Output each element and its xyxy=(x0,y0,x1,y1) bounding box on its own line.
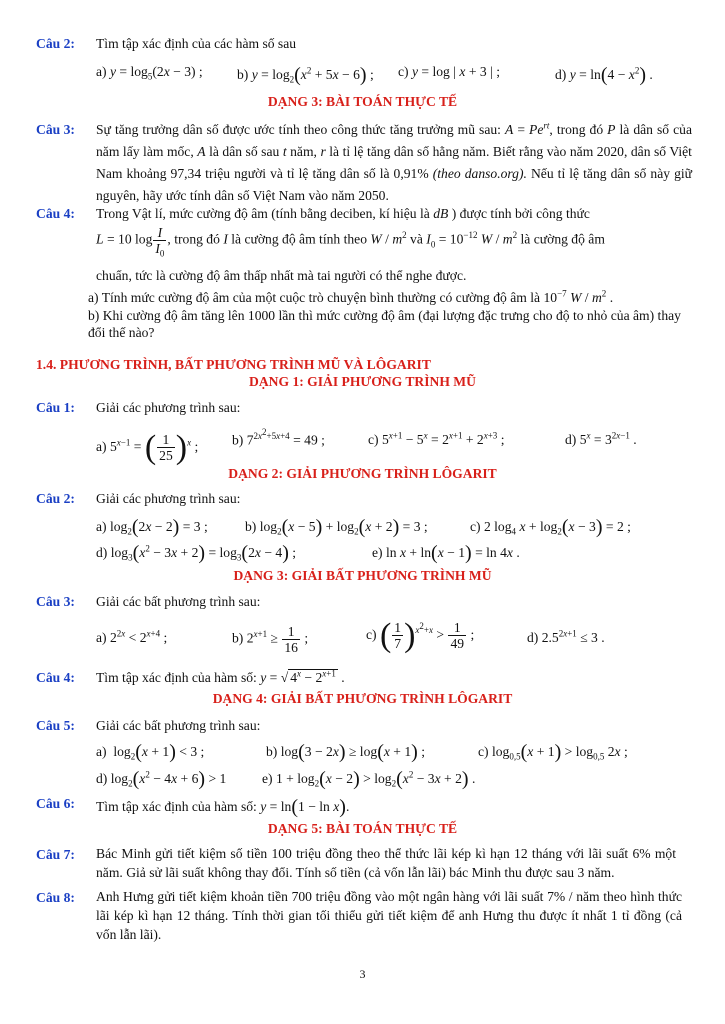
section-title: 1.4. PHƯƠNG TRÌNH, BẤT PHƯƠNG TRÌNH MŨ VÀ LÔGARIT xyxy=(36,357,431,372)
formula-row: b) $\log_2(x - 5) + \log_2(x + 2) = 3$ ; xyxy=(245,516,428,538)
question-label: Câu 2: xyxy=(36,36,75,51)
formula-row: c) y = log | x + 3 | ; xyxy=(398,64,500,79)
question-text: Tìm tập xác định của hàm số: y = ln(1 − ln x). xyxy=(96,796,350,818)
question-text: Trong Vật lí, mức cường độ âm (tính bằng deciben, kí hiệu là dB ) được tính bởi công thức xyxy=(96,206,590,221)
question-label: Câu 3: xyxy=(36,122,75,137)
question-label: Câu 5: xyxy=(36,718,75,733)
formula-row: a) $\log_2(2x - 2) = 3$ ; xyxy=(96,516,208,538)
question-text: Anh Hưng gửi tiết kiệm khoản tiền 700 triệu đồng vào một ngân hàng với lãi suất 7% / năm theo hình thức lãi kép kì hạn 12 tháng. Tính thời gian tối thiểu gửi tiết kiệm để anh Hưng thu được ít nhất 1 tỉ đồng (cả vốn lẫn lãi). xyxy=(96,889,683,942)
question-label: Câu 4: xyxy=(36,206,75,221)
question-label: Câu 1: xyxy=(36,400,75,415)
section-heading: DẠNG 1: GIẢI PHƯƠNG TRÌNH MŨ xyxy=(249,374,476,389)
question-text: Tìm tập xác định của hàm số: y = √ $4^x - 2^{x+1}$ . xyxy=(96,668,345,685)
formula-row: c) $\log_{0,5}(x + 1) > \log_{0,5} 2x$ ; xyxy=(478,741,628,763)
formula-row: d) $\log_3(x^2 - 3x + 2) = \log_3(2x - 4)$ ; xyxy=(96,542,297,564)
formula-row: c) $5^{x+1} - 5^x = 2^{x+1} + 2^{x+3}$ ; xyxy=(368,430,505,447)
question-text: Tìm tập xác định của các hàm số sau xyxy=(96,36,297,51)
question-label: Câu 2: xyxy=(36,491,75,506)
formula-row: d) $5^x = 3^{2x-1}$ . xyxy=(565,430,637,447)
formula-row: a) $y = \log_5(2x - 3)$ ; xyxy=(96,64,203,82)
formula-row: e) ln x + ln(x − 1) = ln 4x . xyxy=(372,542,520,564)
formula-row: a) $2^{2x} < 2^{x+4}$ ; xyxy=(96,628,168,645)
question-text: Giải các phương trình sau: xyxy=(96,400,241,415)
question-label: Câu 8: xyxy=(36,890,75,905)
formula-row: b) $7^{2x^2+5x+4} = 49$ ; xyxy=(232,427,325,448)
question-text: Giải các phương trình sau: xyxy=(96,491,241,506)
formula-row: d) $\log_2(x^2 - 4x + 6) > 1$ xyxy=(96,768,227,790)
question-text: Giải các bất phương trình sau: xyxy=(96,594,261,609)
formula-row: a) $\log_2(x + 1) < 3$ ; xyxy=(96,741,205,763)
section-heading: DẠNG 2: GIẢI PHƯƠNG TRÌNH LÔGARIT xyxy=(228,466,497,481)
formula-row: b) log(3 − 2x) ≥ log(x + 1) ; xyxy=(266,741,426,763)
question-text: chuẩn, tức là cường độ âm thấp nhất mà tai người có thể nghe được. xyxy=(96,268,467,283)
section-heading: DẠNG 4: GIẢI BẤT PHƯƠNG TRÌNH LÔGARIT xyxy=(212,691,513,706)
question-label: Câu 4: xyxy=(36,670,75,685)
formula-row: b) $2^{x+1}$ ≥ $\frac{1}{16}$ ; xyxy=(232,624,309,655)
question-text: Bác Minh gửi tiết kiệm số tiền 100 triệu đồng theo thể thức lãi kép kì hạn 12 tháng với lãi suất 6% một năm. Giả sử lãi suất không thay đổi. Tính số tiền (cả vốn lẫn lãi) bác Minh thu được sau 3 năm. xyxy=(96,846,676,880)
formula-row: d) $y = \ln(4 - x^2)$ . xyxy=(555,64,653,86)
formula-row: c) 2 $\log_4 x + \log_2(x - 3) = 2$ ; xyxy=(470,516,631,538)
sub-question: b) Khi cường độ âm tăng lên 1000 lần thì mức cường độ âm (đại lượng đặc trưng cho độ to nhỏ của âm) thay đổi thế nào? xyxy=(88,308,681,340)
page-number: 3 xyxy=(359,967,366,981)
formula-line: L = 10 log $\frac{I}{I_0}$ , trong đó I là cường độ âm tính theo W / $m^2$ và $I_0 = 10^{-12}$ W / $m^2$ là cường độ âm xyxy=(96,225,605,259)
formula-row: c) ( $\frac{1}{7}$ )$^{x^2+x}$ > $\frac{1}{49}$ ; xyxy=(366,617,475,654)
question-label: Câu 3: xyxy=(36,594,75,609)
section-heading: DẠNG 3: GIẢI BẤT PHƯƠNG TRÌNH MŨ xyxy=(233,568,492,583)
question-label: Câu 6: xyxy=(36,796,75,811)
formula-row: b) $y = \log_2(x^2 + 5x - 6)$ ; xyxy=(237,64,374,86)
question-label: Câu 7: xyxy=(36,847,75,862)
sub-question: a) Tính mức cường độ âm của một cuộc trò chuyện bình thường có cường độ âm là $10^{-7}$ W / $m^2$ . xyxy=(88,288,614,305)
question-text: Giải các bất phương trình sau: xyxy=(96,718,261,733)
section-heading: DẠNG 5: BÀI TOÁN THỰC TẾ xyxy=(267,821,458,836)
question-text: Sự tăng trưởng dân số được ước tính theo công thức tăng trưởng mũ sau: $A = Pe^{rt}$, trong đó P là dân số của năm lấy làm mốc, A là dân số sau t năm, r là tỉ lệ tăng dân số hằng năm. Biết rằng vào năm 2020, dân số Việt Nam khoảng 97,34 triệu người và tỉ lệ tăng dân số là 0,91% (theo danso.org). Nếu tỉ lệ tăng dân số này giữ nguyên, hãy ước tính dân số Việt Nam vào năm 2050. xyxy=(96,120,693,203)
formula-row: e) $1 + \log_2(x - 2) > \log_2(x^2 - 3x + 2)$ . xyxy=(262,768,476,790)
section-heading: DẠNG 3: BÀI TOÁN THỰC TẾ xyxy=(267,94,458,109)
formula-row: a) $5^{x-1}$ = ( $\frac{1}{25}$ )$^x$ ; xyxy=(96,429,199,466)
formula-row: d) $2.5^{2x+1} \le 3$ . xyxy=(527,628,605,645)
